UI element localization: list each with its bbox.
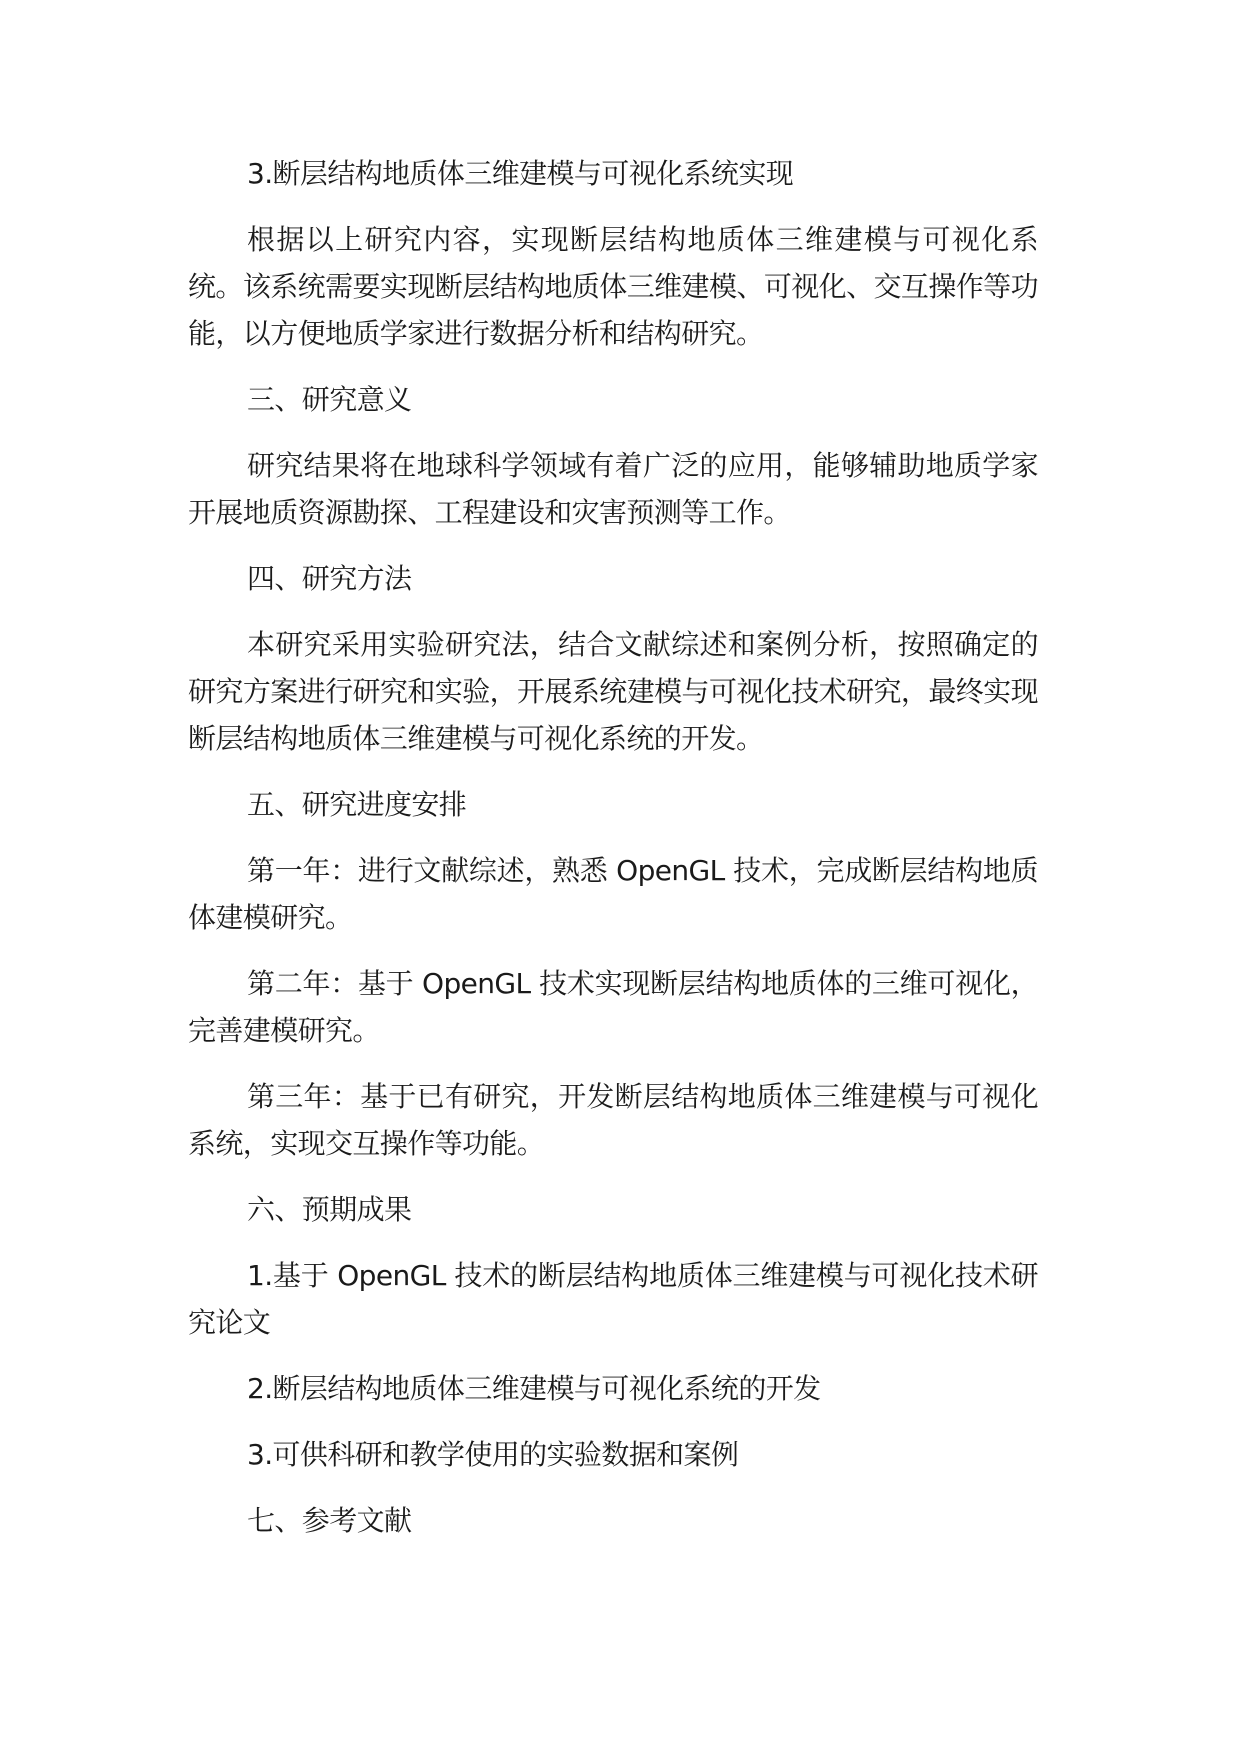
section-heading-significance: 三、研究意义 bbox=[247, 383, 412, 416]
section-heading-methods: 四、研究方法 bbox=[247, 562, 412, 595]
paragraph-outcome-2: 2.断层结构地质体三维建模与可视化系统的开发 bbox=[247, 1372, 821, 1405]
section-heading-outcomes: 六、预期成果 bbox=[247, 1193, 412, 1226]
paragraph-methods: 本研究采用实验研究法，结合文献综述和案例分析，按照确定的研究方案进行研究和实验，开展系统建模与可视化技术研究，最终实现断层结构地质体三维建模与可视化系统的开发。 bbox=[188, 628, 1038, 755]
document-body bbox=[188, 150, 1038, 1563]
paragraph-schedule-year-1: 第一年：进行文献综述，熟悉 OpenGL 技术，完成断层结构地质体建模研究。 bbox=[188, 854, 1038, 934]
section-heading-schedule: 五、研究进度安排 bbox=[247, 788, 467, 821]
paragraph-outcome-3: 3.可供科研和教学使用的实验数据和案例 bbox=[247, 1438, 739, 1471]
paragraph-significance: 研究结果将在地球科学领域有着广泛的应用，能够辅助地质学家开展地质资源勘探、工程建设和灾害预测等工作。 bbox=[188, 449, 1038, 529]
section-heading-3-system: 3.断层结构地质体三维建模与可视化系统实现 bbox=[247, 157, 794, 190]
paragraph-outcome-1: 1.基于 OpenGL 技术的断层结构地质体三维建模与可视化技术研究论文 bbox=[188, 1259, 1038, 1339]
paragraph-schedule-year-3: 第三年：基于已有研究，开发断层结构地质体三维建模与可视化系统，实现交互操作等功能。 bbox=[188, 1080, 1038, 1160]
paragraph-schedule-year-2: 第二年：基于 OpenGL 技术实现断层结构地质体的三维可视化，完善建模研究。 bbox=[188, 967, 1038, 1047]
section-heading-references: 七、参考文献 bbox=[247, 1504, 412, 1537]
paragraph-system-description: 根据以上研究内容，实现断层结构地质体三维建模与可视化系统。该系统需要实现断层结构地质体三维建模、可视化、交互操作等功能，以方便地质学家进行数据分析和结构研究。 bbox=[188, 223, 1038, 350]
